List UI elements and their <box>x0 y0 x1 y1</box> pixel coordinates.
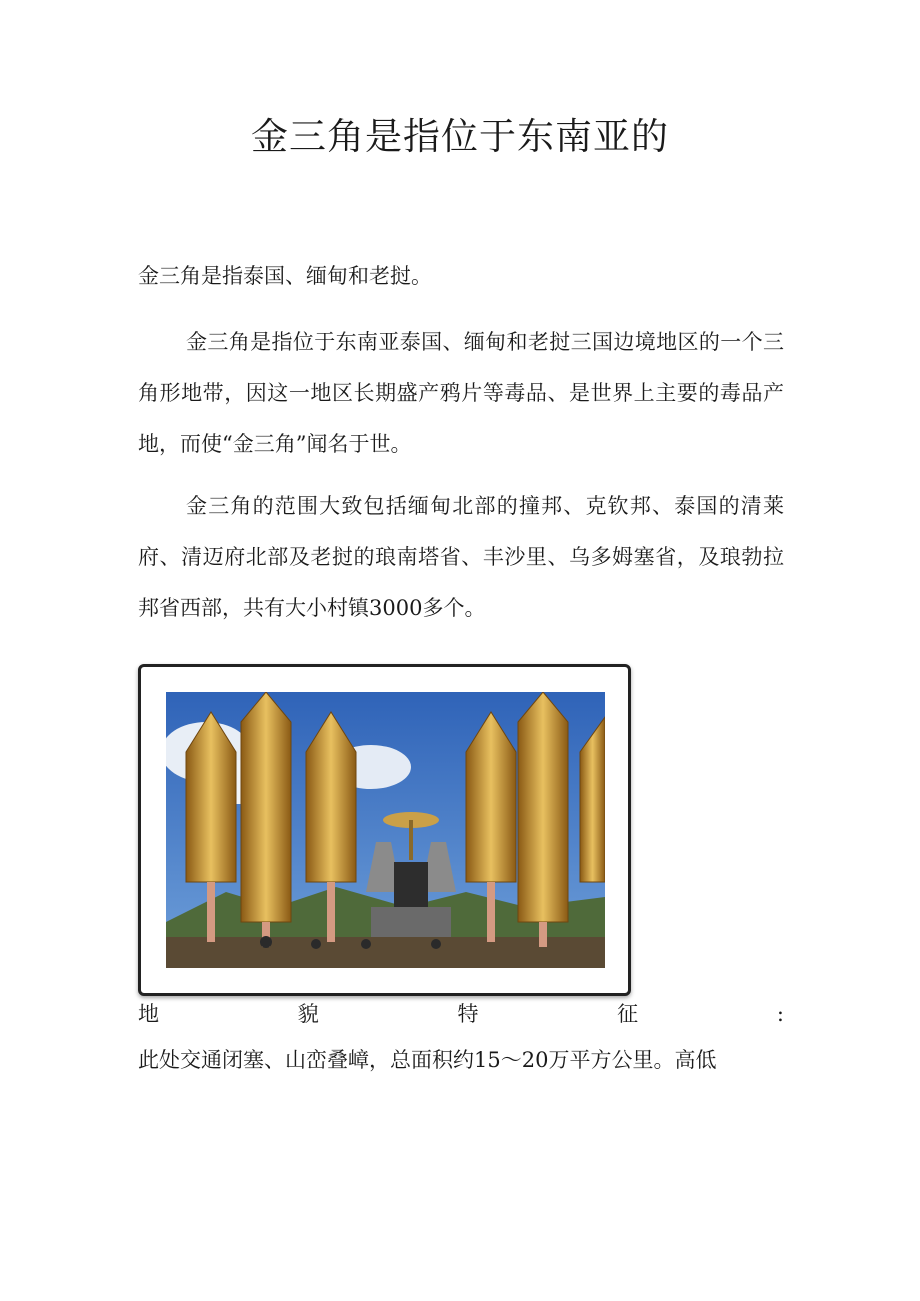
paragraph-description: 金三角是指位于东南亚泰国、缅甸和老挝三国边境地区的一个三角形地带，因这一地区长期盛产鸦片等毒品、是世界上主要的毒品产地，而使“金三角”闻名于世。 <box>138 330 784 456</box>
features-char: 特 <box>457 1002 479 1026</box>
temple-photo <box>138 664 631 996</box>
features-char: 征 <box>617 1002 639 1026</box>
page-title: 金三角是指位于东南亚的 <box>251 115 669 158</box>
features-char: 貌 <box>297 1002 319 1026</box>
golden-temple-spires-image <box>166 692 605 968</box>
features-char: 地 <box>138 1002 159 1026</box>
paragraph-intro: 金三角是指泰国、缅甸和老挝。 <box>138 264 432 288</box>
features-char: : <box>776 1002 784 1026</box>
features-label <box>138 994 784 1034</box>
paragraph-scope: 金三角的范围大致包括缅甸北部的撞邦、克钦邦、泰国的清莱府、清迈府北部及老挝的琅南塔省、丰沙里、乌多姆塞省，及琅勃拉邦省西部，共有大小村镇3000多个。 <box>138 494 784 620</box>
paragraph-terrain: 此处交通闭塞、山峦叠嶂，总面积约15～20万平方公里。高低 <box>138 1048 717 1072</box>
